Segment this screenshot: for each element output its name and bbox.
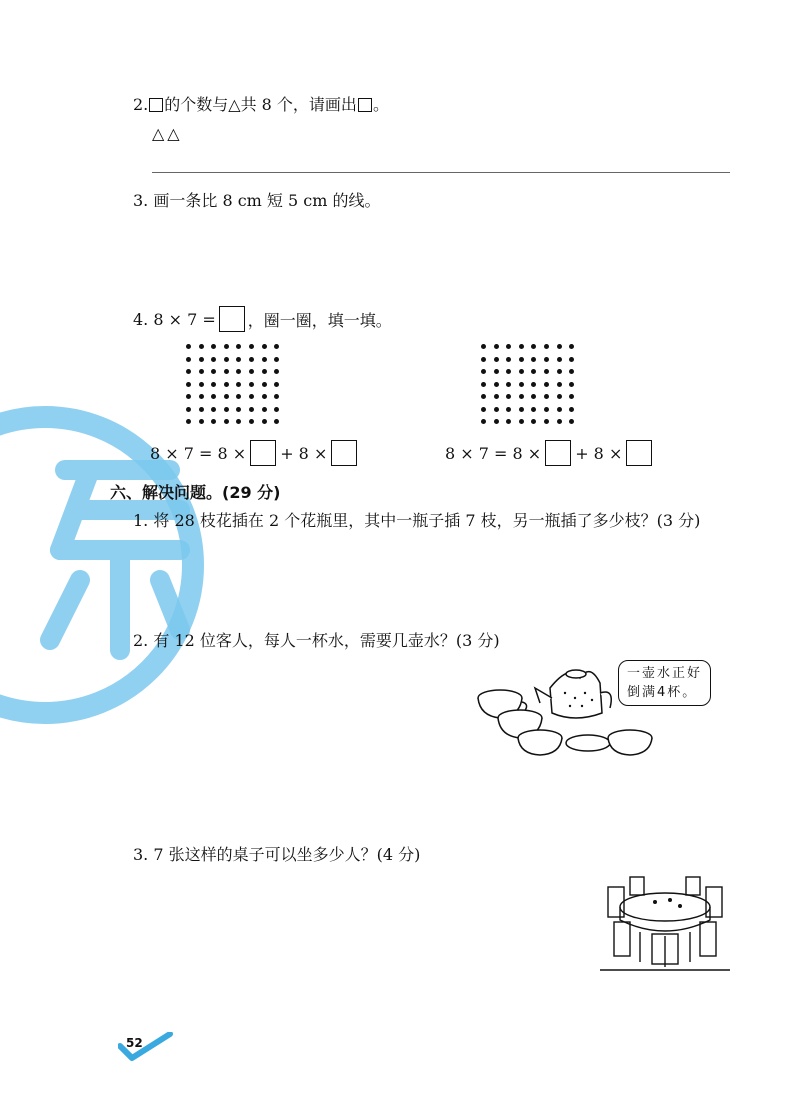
dot [506,357,511,362]
dot [569,382,574,387]
dot [506,407,511,412]
dot [519,382,524,387]
dot [569,419,574,424]
dot [236,419,241,424]
dot [186,369,191,374]
section-6-title: 六、解决问题。(29 分) [110,483,281,502]
dot [249,419,254,424]
dot [186,419,191,424]
dot [199,369,204,374]
dot [519,357,524,362]
dot [481,382,486,387]
dot [557,407,562,412]
question-4 [133,306,392,332]
dot [186,394,191,399]
page-number: 52 [126,1036,143,1050]
dot [262,357,267,362]
dot [494,407,499,412]
dot [211,419,216,424]
dot [506,382,511,387]
dot [569,394,574,399]
dot [224,394,229,399]
dot [494,344,499,349]
dot [199,344,204,349]
dot [557,344,562,349]
round-table-illustration [600,872,730,972]
problem-3: 3. 7 张这样的桌子可以坐多少人？(4 分) [133,845,421,864]
dot [262,419,267,424]
dot [224,357,229,362]
dot [224,344,229,349]
dot [186,344,191,349]
dot [236,357,241,362]
dot [262,369,267,374]
dot [236,382,241,387]
dot [211,382,216,387]
dot [569,357,574,362]
dot [481,407,486,412]
dot [481,344,486,349]
dot [544,382,549,387]
dot [211,357,216,362]
dot [531,419,536,424]
dot [211,407,216,412]
dot-grid-right [481,344,582,432]
triangles-row: △△ [152,124,183,143]
dot [481,394,486,399]
dot [199,419,204,424]
dot [569,369,574,374]
dot [557,382,562,387]
answer-box-left-2[interactable] [331,440,357,466]
dot [262,344,267,349]
question-2-text: 的个数与△共 8 个，请画出 [164,95,357,114]
dot [519,394,524,399]
dot [274,407,279,412]
question-4-text-b: ，圈一圈，填一填。 [247,310,392,330]
dot [224,407,229,412]
dot [481,369,486,374]
dot [211,394,216,399]
dot [186,357,191,362]
dot [481,357,486,362]
dot [236,369,241,374]
question-2: 2. 的个数与△共 8 个，请画出 。 [133,95,389,114]
answer-box-product[interactable] [219,306,245,332]
answer-box-right-2[interactable] [626,440,652,466]
dot [249,369,254,374]
dot [569,344,574,349]
dot [531,407,536,412]
answer-box-right-1[interactable] [545,440,571,466]
dot [249,382,254,387]
equation-left: 8 × 7 = 8 × + 8 × [150,440,361,466]
dot [236,407,241,412]
square-icon [149,98,163,112]
dot [274,394,279,399]
dot [519,344,524,349]
dot [199,357,204,362]
dot [531,357,536,362]
dot [519,407,524,412]
dot [262,382,267,387]
dot [186,407,191,412]
dot [494,382,499,387]
answer-line-q2[interactable] [152,172,730,173]
dot [224,419,229,424]
dot [544,369,549,374]
dot [557,419,562,424]
dot [249,394,254,399]
dot [494,369,499,374]
dot [569,407,574,412]
speech-bubble: 一壶水正好 倒满4杯。 [618,660,711,706]
dot [544,394,549,399]
dot [274,357,279,362]
square-icon [358,98,372,112]
dot [262,407,267,412]
dot [481,419,486,424]
dot [249,407,254,412]
dot [506,344,511,349]
dot [262,394,267,399]
dot [199,394,204,399]
dot [544,419,549,424]
dot [557,357,562,362]
dot [249,357,254,362]
dot [506,369,511,374]
dot [544,344,549,349]
dot [211,344,216,349]
answer-box-left-1[interactable] [250,440,276,466]
problem-2: 2. 有 12 位客人，每人一杯水，需要几壶水？(3 分) [133,631,500,650]
dot [211,369,216,374]
dot [236,394,241,399]
dot [531,344,536,349]
dot-grid-left [186,344,287,432]
dot [249,344,254,349]
dot [186,382,191,387]
dot [557,394,562,399]
dot [531,394,536,399]
dot [274,369,279,374]
question-4-text-a: 4. 8 × 7 = [133,309,216,329]
dot [506,394,511,399]
dot [274,344,279,349]
dot [224,382,229,387]
dot [506,419,511,424]
dot [544,407,549,412]
dot [531,382,536,387]
dot [494,419,499,424]
dot [494,394,499,399]
dot [199,382,204,387]
dot [274,419,279,424]
question-3: 3. 画一条比 8 cm 短 5 cm 的线。 [133,191,381,210]
dot [199,407,204,412]
dot [519,369,524,374]
dot [274,382,279,387]
equation-right: 8 × 7 = 8 × + 8 × [445,440,656,466]
problem-1: 1. 将 28 枝花插在 2 个花瓶里，其中一瓶子插 7 枝，另一瓶插了多少枝？(3 分) [133,511,701,530]
dot [494,357,499,362]
dot [531,369,536,374]
dot [544,357,549,362]
dot [224,369,229,374]
question-2-number: 2. [133,95,149,114]
dot [557,369,562,374]
dot [236,344,241,349]
dot [519,419,524,424]
